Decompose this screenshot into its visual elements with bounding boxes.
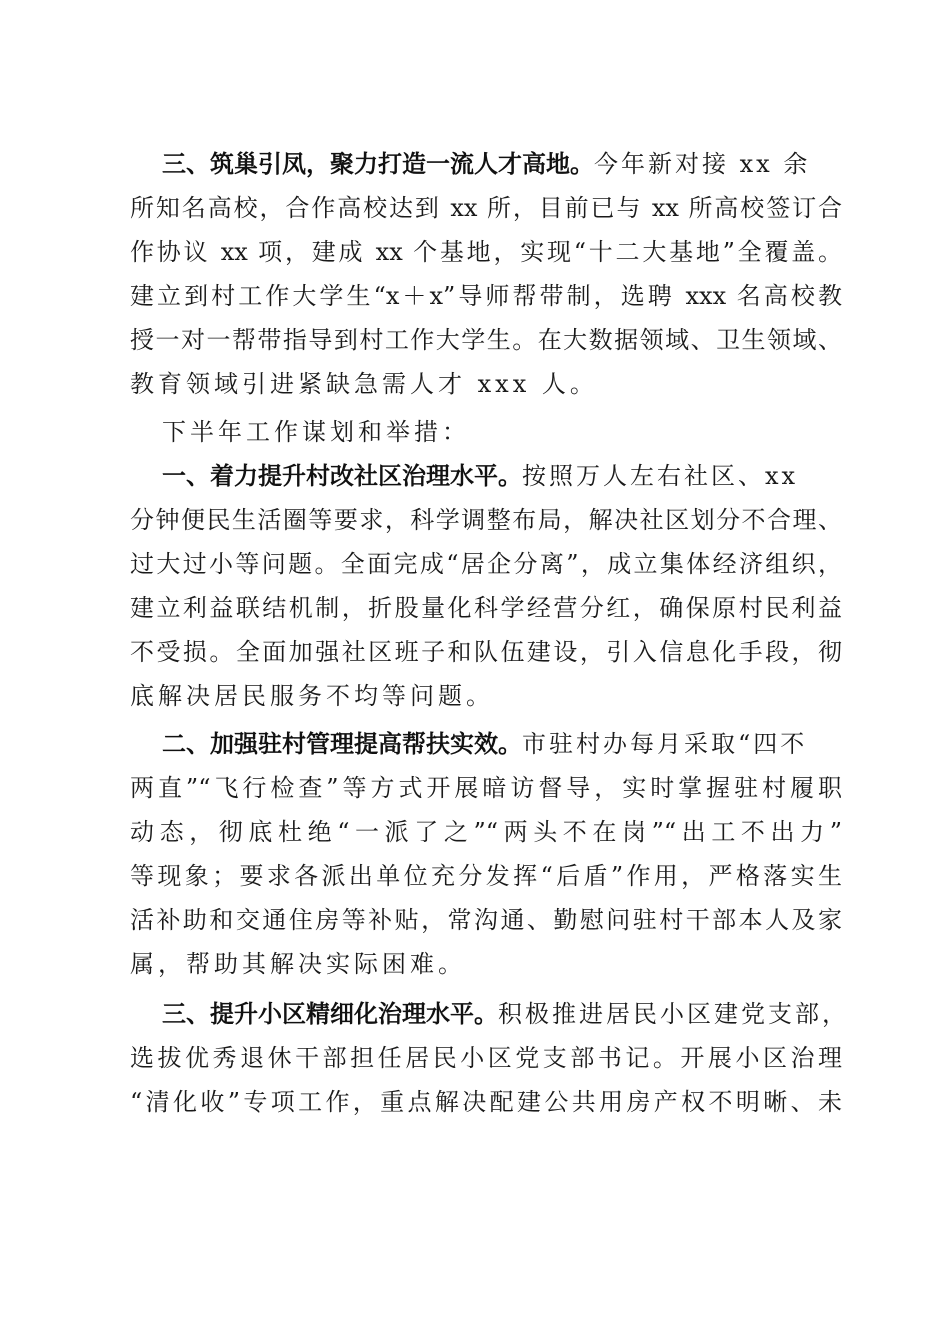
paragraph-village-management [130,722,842,986]
paragraph-talent-highland [130,142,842,406]
paragraph-residential-governance [130,992,849,1124]
body-line: 建立利益联结机制，折股量化科学经营分红，确保原村民利益 [130,594,842,622]
body-line: 过大过小等问题。全面完成“居企分离”，成立集体经济组织， [130,550,842,578]
body-line: “清化收”专项工作，重点解决配建公共用房产权不明晰、未 [130,1088,842,1116]
section-heading: 三、筑巢引凤，聚力打造一流人才高地。 [162,150,594,178]
body-line: 底解决居民服务不均等问题。 [130,682,494,710]
paragraph-first-line [130,722,842,766]
section-heading: 一、着力提升村改社区治理水平。 [162,462,522,490]
body-line: 教育领域引进紧缺急需人才 xxx 人。 [130,370,598,398]
section-heading: 三、提升小区精细化治理水平。 [162,1000,498,1028]
body-line: 选拔优秀退休干部担任居民小区党支部书记。开展小区治理 [130,1044,842,1072]
paragraph-first-line [130,992,849,1036]
body-line: 分钟便民生活圈等要求，科学调整布局，解决社区划分不合理、 [130,506,842,534]
body-line: 等现象；要求各派出单位充分发挥“后盾”作用，严格落实生 [130,862,842,890]
paragraph-first-line [130,454,842,498]
paragraph-community-governance [130,454,842,718]
body-line: 两直”“飞行检查”等方式开展暗访督导，实时掌握驻村履职 [130,774,842,802]
body-line: 属，帮助其解决实际困难。 [130,950,466,978]
body-line: 不受损。全面加强社区班子和队伍建设，引入信息化手段，彻 [130,638,842,666]
body-line: 建立到村工作大学生“x＋x”导师帮带制，选聘 xxx 名高校教 [130,282,842,310]
body-text: 市驻村办每月采取“四不 [522,730,808,758]
body-line: 动态，彻底杜绝“一派了之”“两头不在岗”“出工不出力” [130,818,842,846]
body-text: 今年新对接 xx 余 [594,150,811,178]
body-line: 作协议 xx 项，建成 xx 个基地，实现“十二大基地”全覆盖。 [130,238,842,266]
document-body [130,142,849,1124]
body-text: 按照万人左右社区、xx [522,462,799,490]
paragraph-first-line [130,142,842,186]
body-line: 活补助和交通住房等补贴，常沟通、勤慰问驻村干部本人及家 [130,906,842,934]
body-line: 授一对一帮带指导到村工作大学生。在大数据领域、卫生领域、 [130,326,842,354]
paragraph-second-half-plan [130,410,842,454]
body-text: 积极推进居民小区建党支部， [498,1000,849,1028]
plan-intro-text: 下半年工作谋划和举措： [162,418,470,446]
body-line: 所知名高校，合作高校达到 xx 所，目前已与 xx 所高校签订合 [130,194,842,222]
section-heading: 二、加强驻村管理提高帮扶实效。 [162,730,522,758]
